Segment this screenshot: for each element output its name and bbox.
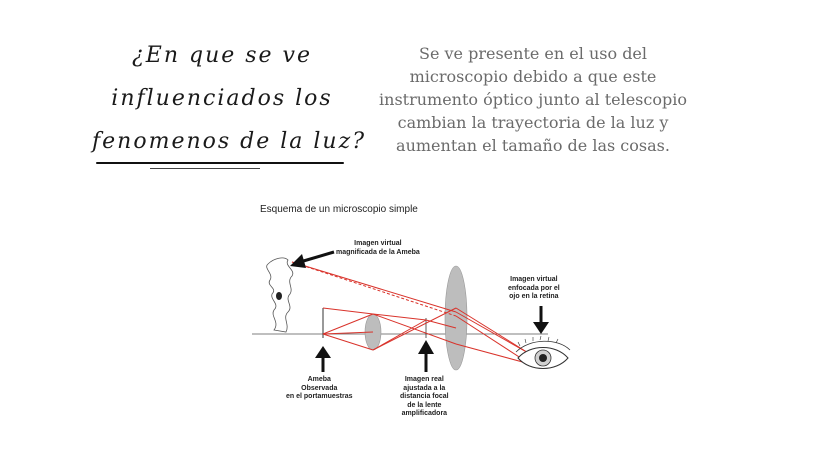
question-line: fenomenos de la luz?	[92, 129, 366, 154]
answer-line: cambian la trayectoria de la luz y	[397, 113, 669, 132]
arrow-focused-image-icon	[533, 306, 549, 334]
label-line: distancia focal	[400, 393, 449, 400]
heading-underline-stroke	[150, 168, 260, 169]
question-line: ¿En que se ve	[131, 43, 313, 68]
label-line: ajustada a la	[403, 384, 446, 392]
label-line: amplificadora	[401, 410, 448, 417]
label-line: Imagen real	[404, 376, 444, 383]
label-line: enfocada por el	[508, 284, 560, 292]
arrow-real-image-icon	[418, 340, 434, 372]
light-rays	[292, 262, 530, 364]
answer-paragraph	[368, 42, 698, 157]
label-focused-image	[508, 276, 560, 302]
label-line: Imagen virtual	[510, 276, 558, 283]
label-real-image	[400, 376, 449, 419]
label-line: en el portamuestras	[286, 393, 353, 400]
arrow-virtual-image-icon	[290, 252, 334, 268]
answer-line: microscopio debido a que este	[409, 67, 657, 86]
microscope-diagram	[230, 196, 600, 436]
answer-line: instrumento óptico junto al telescopio	[379, 90, 687, 109]
label-virtual-image	[336, 240, 420, 257]
answer-line: aumentan el tamaño de las cosas.	[396, 136, 670, 155]
arrow-amoeba-icon	[315, 346, 331, 372]
label-line: Imagen virtual	[354, 240, 402, 247]
answer-line: Se ve presente en el uso del	[418, 44, 648, 63]
eyepiece-lens	[445, 266, 467, 370]
question-line: influenciados los	[111, 86, 333, 111]
amoeba-nucleus	[276, 292, 282, 300]
question-heading	[92, 34, 366, 163]
label-line: Observada	[301, 384, 338, 392]
label-line: de la lente	[407, 401, 442, 409]
diagram-title: Esquema de un microscopio simple	[260, 204, 418, 215]
label-line: magnificada de la Ameba	[336, 248, 420, 256]
label-line: ojo en la retina	[509, 293, 559, 300]
label-line: Ameba	[307, 376, 331, 383]
eye-icon	[516, 336, 570, 369]
label-amoeba	[286, 376, 353, 402]
heading-underline	[96, 162, 344, 164]
